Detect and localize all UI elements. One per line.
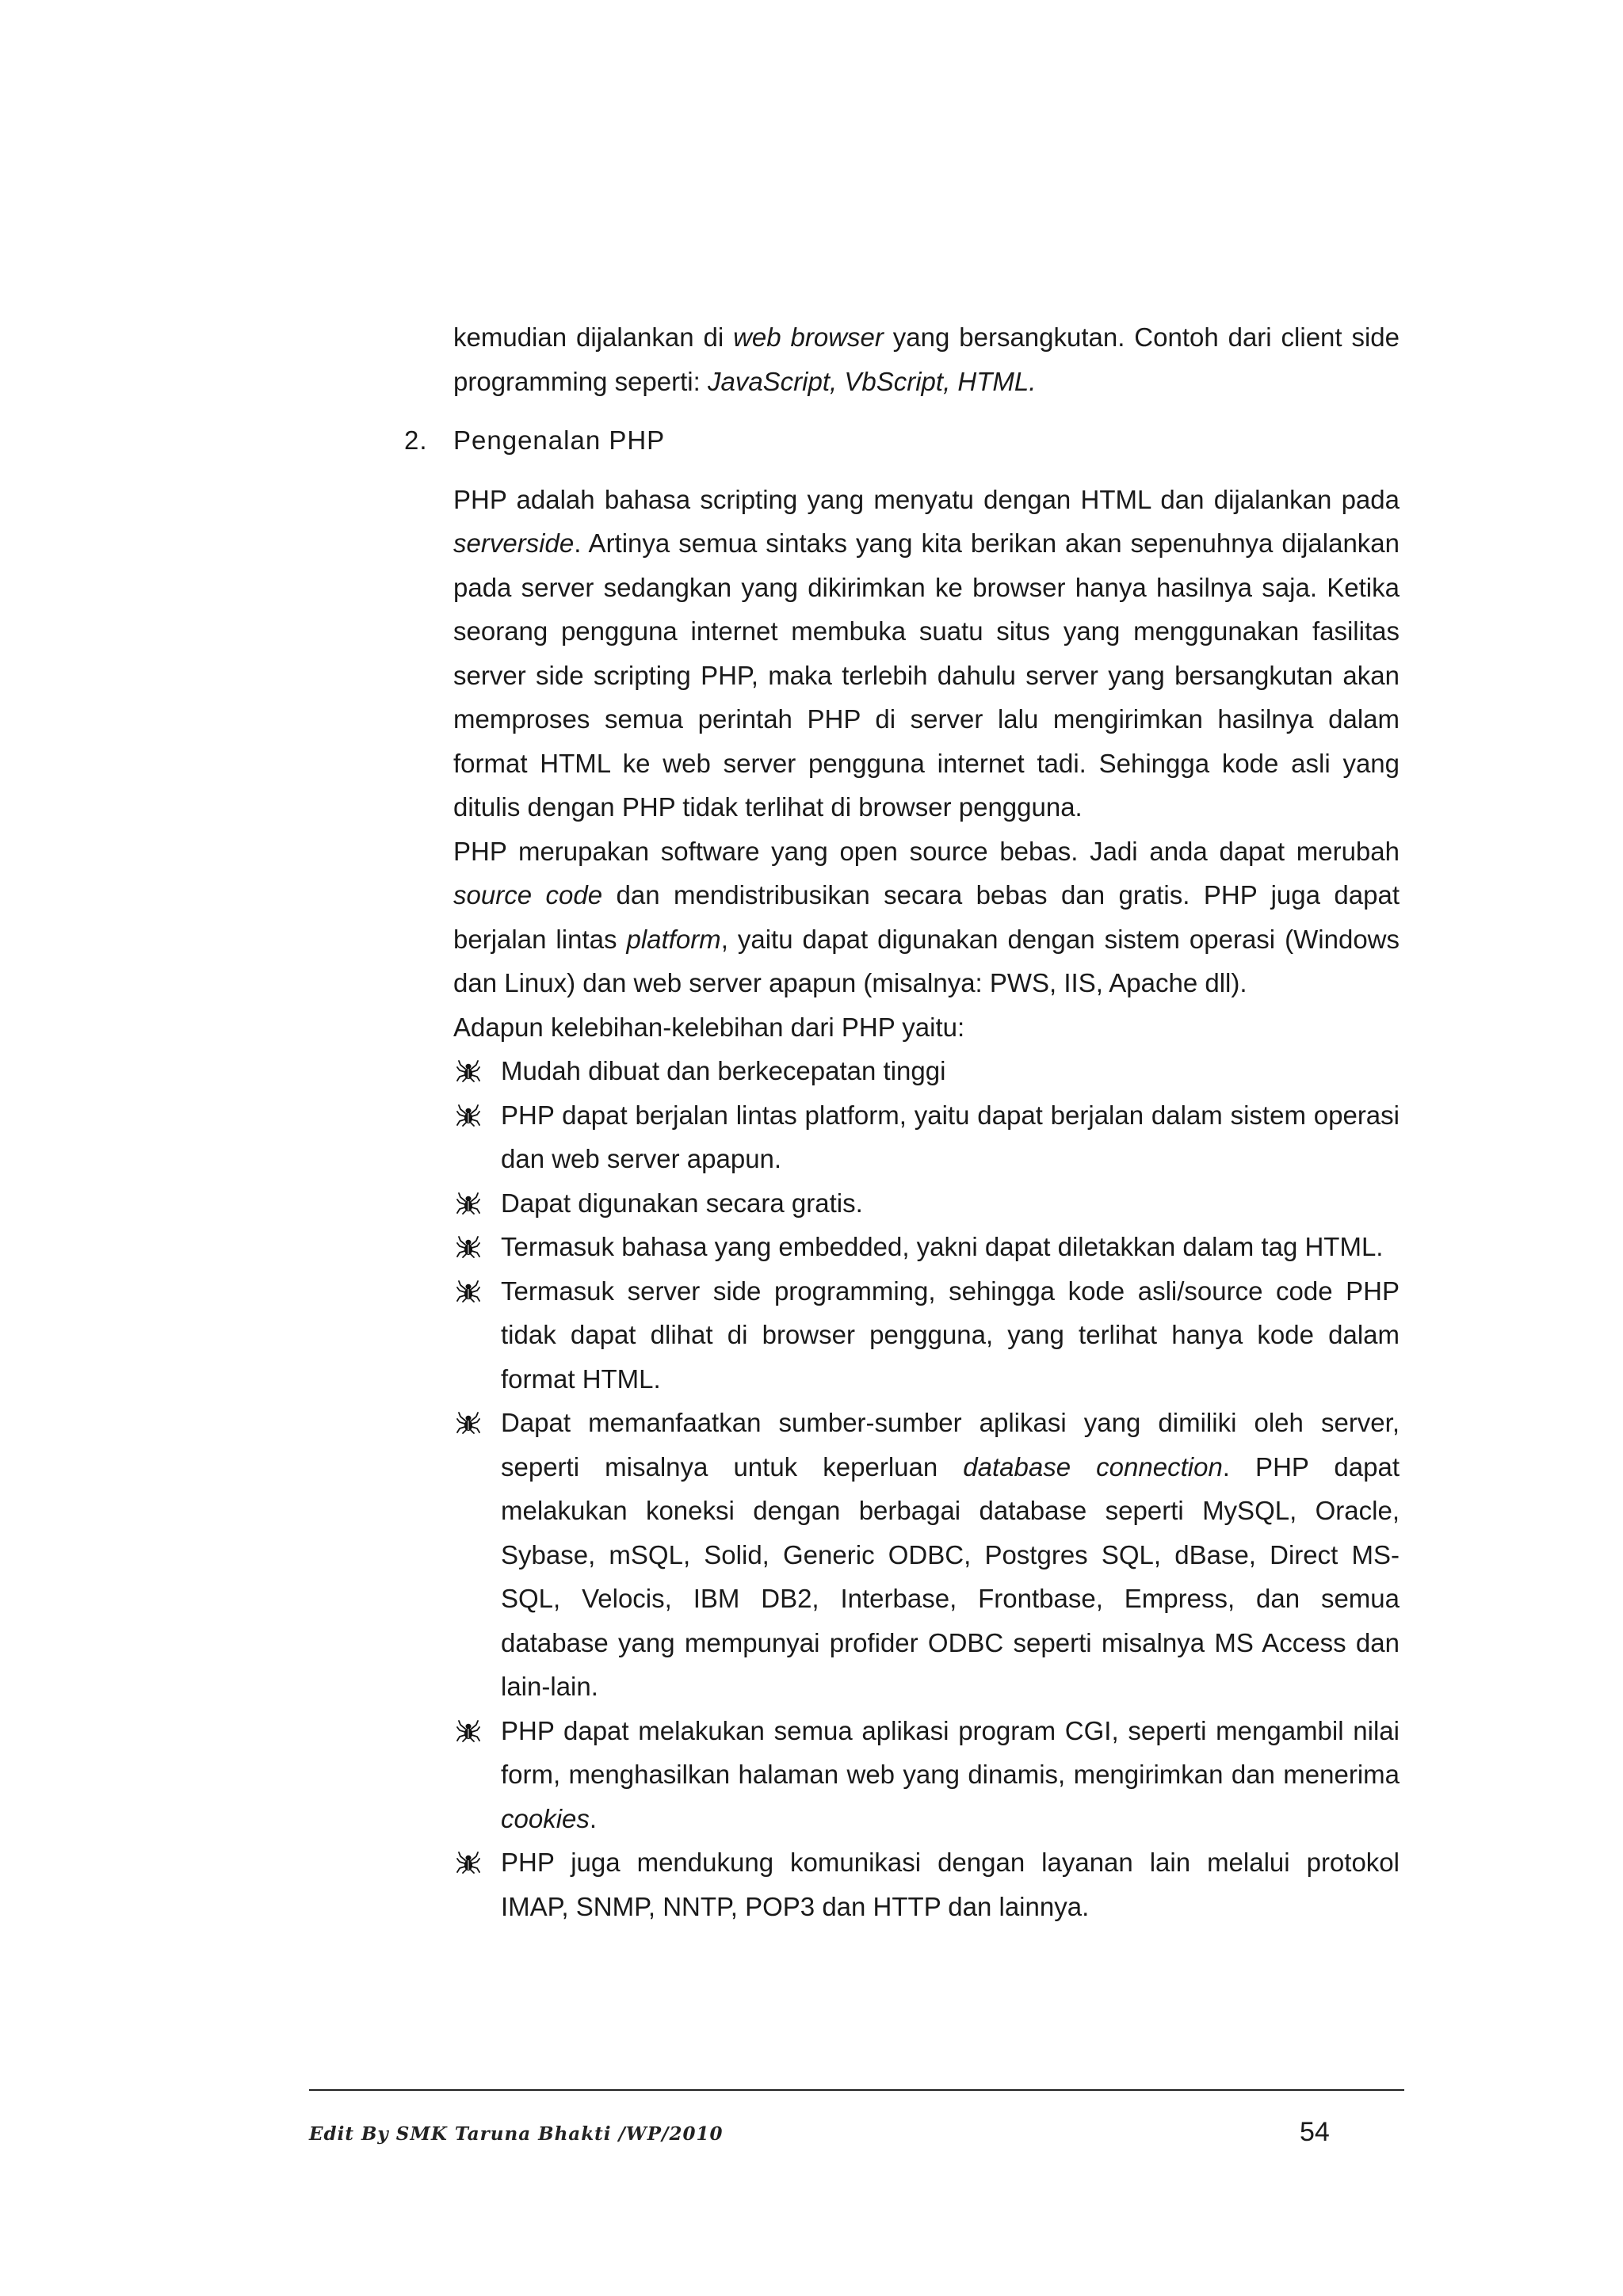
page-content — [404, 315, 1400, 1928]
paragraph-php-definition — [453, 478, 1400, 830]
paragraph-advantages-intro: Adapun kelebihan-kelebihan dari PHP yaitu: — [453, 1012, 965, 1042]
list-item-text: Dapat memanfaatkan sumber-sumber aplikasi yang dimiliki oleh server, seperti misalnya untuk keperluan — [501, 1408, 1400, 1482]
list-item-text: Termasuk server side programming, sehingga kode asli/source code PHP tidak dapat dlihat di browser pengguna, yang terlihat hanya kode dalam format HTML. — [501, 1276, 1400, 1394]
footer-divider — [309, 2089, 1404, 2091]
list-item-text: PHP juga mendukung komunikasi dengan layanan lain melalui protokol IMAP, SNMP, NNTP, POP3 dan HTTP dan lainnya. — [501, 1848, 1400, 1921]
p2-text-1: PHP merupakan software yang open source bebas. Jadi anda dapat merubah — [453, 836, 1400, 866]
intro-italic-2: JavaScript, VbScript, HTML. — [707, 366, 1037, 396]
section-title: Pengenalan PHP — [453, 425, 666, 455]
list-item-italic: cookies — [501, 1803, 590, 1833]
spider-icon — [456, 1851, 480, 1875]
p1-text-2: . Artinya semua sintaks yang kita berikan akan sepenuhnya dijalankan pada server sedangkan yang dikirimkan ke browser hanya hasilnya saja. Ketika seorang pengguna internet membuka suatu situs yang menggunakan fasilitas server side scripting PHP, maka terlebih dahulu server yang bersangkutan akan memproses semua perintah PHP di server lalu mengirimkan hasilnya dalam format HTML ke web server pengguna internet tadi. Sehingga kode asli yang ditulis dengan PHP tidak terlihat di browser pengguna. — [453, 528, 1400, 822]
list-item — [453, 1840, 1400, 1928]
list-item-text: PHP dapat berjalan lintas platform, yaitu dapat berjalan dalam sistem operasi dan web server apapun. — [501, 1100, 1400, 1173]
list-item — [453, 1401, 1400, 1709]
p1-italic-1: serverside — [453, 528, 575, 558]
spider-icon — [456, 1235, 480, 1259]
paragraph-open-source — [453, 830, 1400, 1005]
p2-italic-2: platform — [626, 924, 721, 954]
list-item — [453, 1181, 1400, 1226]
list-item-text: . — [589, 1803, 598, 1833]
list-item-italic: database connection — [963, 1451, 1223, 1482]
intro-paragraph — [453, 315, 1400, 403]
list-item — [453, 1269, 1400, 1402]
list-item — [453, 1709, 1400, 1841]
list-item-text: . PHP dapat melakukan koneksi dengan berbagai database seperti MySQL, Oracle, Sybase, mSQL, Solid, Generic ODBC, Postgres SQL, dBase, Direct MS-SQL, Velocis, IBM DB2, Interbase, Frontbase, Empress, dan semua database yang mempunyai profider ODBC seperti misalnya MS Access dan lain-lain. — [501, 1451, 1400, 1701]
page-number: 54 — [1300, 2117, 1330, 2147]
spider-icon — [456, 1719, 480, 1743]
spider-icon — [456, 1192, 480, 1215]
list-item — [453, 1225, 1400, 1269]
list-item-text: Dapat digunakan secara gratis. — [501, 1188, 863, 1218]
section-heading — [404, 418, 1400, 463]
list-item — [453, 1093, 1400, 1181]
intro-italic-1: web browser — [733, 322, 884, 352]
list-item-text: Termasuk bahasa yang embedded, yakni dapat diletakkan dalam tag HTML. — [501, 1232, 1384, 1261]
intro-text-1: kemudian dijalankan di — [453, 322, 734, 352]
p2-text-3: , yaitu dapat digunakan dengan sistem operasi (Windows dan Linux) dan web server apapun (misalnya: PWS, IIS, Apache dll). — [453, 924, 1400, 997]
advantages-list — [453, 1049, 1400, 1928]
spider-icon — [456, 1059, 480, 1083]
list-item — [453, 1049, 1400, 1093]
footer-credit: Edit By SMK Taruna Bhakti /WP/2010 — [309, 2123, 724, 2145]
list-item-text: PHP dapat melakukan semua aplikasi program CGI, seperti mengambil nilai form, menghasilkan halaman web yang dinamis, mengirimkan dan menerima — [501, 1715, 1400, 1789]
list-item-text: Mudah dibuat dan berkecepatan tinggi — [501, 1056, 946, 1085]
p2-italic-1: source code — [453, 880, 603, 910]
intro-text-2: yang bersangkutan. Contoh dari client side programming seperti: — [453, 322, 1400, 396]
spider-icon — [456, 1104, 480, 1127]
p2-text-2: dan mendistribusikan secara bebas dan gratis. PHP juga dapat berjalan lintas — [453, 880, 1400, 954]
spider-icon — [456, 1411, 480, 1435]
spider-icon — [456, 1280, 480, 1303]
p1-text-1: PHP adalah bahasa scripting yang menyatu dengan HTML dan dijalankan pada — [453, 484, 1400, 514]
section-number: 2. — [404, 425, 428, 455]
